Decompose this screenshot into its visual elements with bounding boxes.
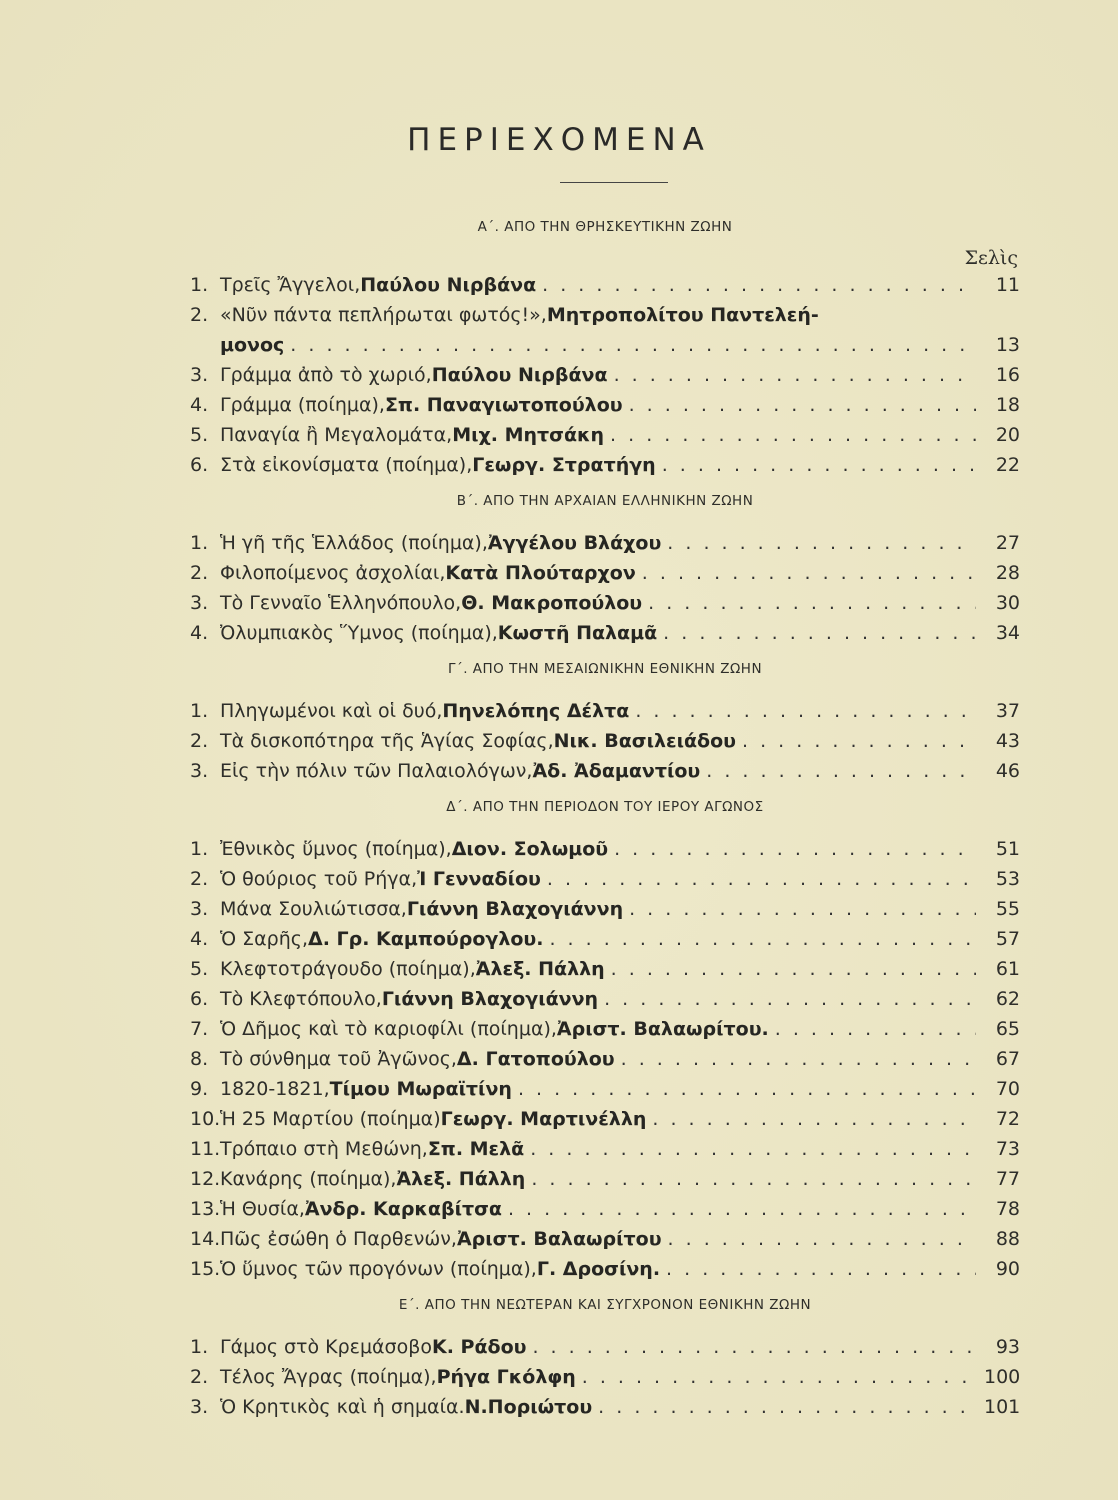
entry-page-number: 16 (995, 364, 1020, 386)
spacer (190, 1324, 1020, 1332)
entry-title: Μάνα Σουλιώτισσα, (220, 898, 407, 920)
entry-title: Ὁ Δῆμος καὶ τὸ καριοφίλι (ποίημα), (220, 1018, 557, 1040)
entry-title: Ἡ γῆ τῆς Ἑλλάδος (ποίημα), (220, 532, 488, 554)
entry-number: 2. (190, 730, 209, 752)
entry-title: Τρόπαιο στὴ Μεθώνη, (220, 1138, 428, 1160)
toc-entry (190, 924, 1020, 954)
section-heading: Α΄. ΑΠΟ ΤΗΝ ΘΡΗΣΚΕΥΤΙΚΗΝ ΖΩΗΝ (477, 219, 733, 235)
entry-title: Ἐθνικὸς ὕμνος (ποίημα), (220, 838, 452, 860)
entry-number: 3. (190, 1396, 209, 1418)
entry-page-number: 53 (995, 868, 1020, 890)
dot-leader (668, 1224, 976, 1254)
dot-leader (614, 834, 976, 864)
entry-page-number: 34 (995, 622, 1020, 644)
dot-leader (547, 864, 976, 894)
toc-entry (190, 588, 1020, 618)
entry-number: 1. (190, 532, 209, 554)
entry-author: Ἀνδρ. Καρκαβίτσα (304, 1198, 502, 1220)
toc-entry (190, 696, 1020, 726)
entry-title: Ὀλυμπιακὸς Ὕμνος (ποίημα), (220, 622, 498, 644)
dot-leader (648, 588, 976, 618)
entry-author: Πηνελόπης Δέλτα (442, 700, 630, 722)
entry-page-number: 62 (995, 988, 1020, 1010)
entry-author: Τίμου Μωραϊτίνη (329, 1078, 512, 1100)
entry-page-number: 43 (995, 730, 1020, 752)
entry-number: 8. (190, 1048, 209, 1070)
entry-number: 7. (190, 1018, 209, 1040)
entry-author: Ρήγα Γκόλφη (436, 1366, 576, 1388)
entry-author-continuation: μονος (220, 334, 285, 356)
dot-leader (531, 1164, 976, 1194)
entry-number: 12. (190, 1168, 221, 1190)
entry-author: Μιχ. Μητσάκη (452, 424, 605, 446)
dot-leader (542, 270, 976, 300)
entry-author: Μητροπολίτου Παντελεή- (546, 304, 819, 326)
entry-title: Ὁ Σαρῆς, (220, 928, 308, 950)
toc-entry (190, 726, 1020, 756)
entry-number: 9. (190, 1078, 209, 1100)
entry-number: 3. (190, 592, 209, 614)
toc-entry (190, 834, 1020, 864)
dot-leader (629, 390, 976, 420)
spacer (190, 688, 1020, 696)
dot-leader (598, 1392, 976, 1422)
toc-entry (190, 1392, 1020, 1422)
section-heading: Γ΄. ΑΠΟ ΤΗΝ ΜΕΣΑΙΩΝΙΚΗΝ ΕΘΝΙΚΗΝ ΖΩΗΝ (447, 661, 763, 677)
entry-title: Πῶς ἐσώθη ὁ Παρθενών, (220, 1228, 457, 1250)
toc-entry (190, 528, 1020, 558)
entry-number: 1. (190, 274, 209, 296)
entry-page-number: 37 (995, 700, 1020, 722)
entry-title: Παναγία ἢ Μεγαλομάτα, (220, 424, 453, 446)
dot-leader (518, 1074, 976, 1104)
entry-number: 5. (190, 424, 209, 446)
toc-entry (190, 1254, 1020, 1284)
toc-entry (190, 1134, 1020, 1164)
toc-entry (190, 1014, 1020, 1044)
dot-leader (532, 1332, 976, 1362)
dot-leader (614, 360, 976, 390)
dot-leader (662, 450, 976, 480)
entry-title: Ἡ Θυσία, (220, 1198, 305, 1220)
entry-number: 13. (190, 1198, 221, 1220)
entry-title: «Νῦν πάντα πεπλήρωται φωτός!», (220, 304, 547, 326)
dot-leader (663, 618, 976, 648)
entry-title: Ὁ ὕμνος τῶν προγόνων (ποίημα), (220, 1258, 537, 1280)
entry-author: Κωστῆ Παλαμᾶ (497, 622, 658, 644)
entry-title: Ὁ θούριος τοῦ Ρήγα, (220, 868, 418, 890)
entry-author: Σπ. Μελᾶ (427, 1138, 525, 1160)
entry-page-number: 73 (995, 1138, 1020, 1160)
entry-page-number: 13 (995, 334, 1020, 356)
title-divider (560, 182, 668, 183)
entry-page-number: 20 (995, 424, 1020, 446)
dot-leader (635, 696, 976, 726)
entry-page-number: 55 (995, 898, 1020, 920)
toc-entry (190, 984, 1020, 1014)
toc-entry (190, 864, 1020, 894)
entry-page-number: 46 (995, 760, 1020, 782)
entry-author: Γεωργ. Μαρτινέλλη (440, 1108, 647, 1130)
toc-entry (190, 756, 1020, 786)
entry-title: Στὰ εἰκονίσματα (ποίημα), (220, 454, 473, 476)
dot-leader (666, 1254, 976, 1284)
entry-number: 3. (190, 364, 209, 386)
entry-page-number: 67 (995, 1048, 1020, 1070)
entry-number: 4. (190, 928, 209, 950)
dot-leader (610, 420, 976, 450)
toc-entry-continuation (190, 330, 1020, 360)
entry-number: 14. (190, 1228, 221, 1250)
entry-author: Γιάννη Βλαχογιάννη (406, 898, 624, 920)
entry-page-number: 72 (995, 1108, 1020, 1130)
entry-page-number: 51 (995, 838, 1020, 860)
page-title: ΠΕΡΙΕΧΟΜΕΝΑ (407, 122, 711, 158)
entry-page-number: 22 (995, 454, 1020, 476)
entry-author: Κ. Ράδου (431, 1336, 527, 1358)
entry-title: Φιλοποίμενος ἀσχολίαι, (220, 562, 446, 584)
entry-page-number: 101 (984, 1396, 1021, 1418)
dot-leader (604, 984, 976, 1014)
section-heading: Β΄. ΑΠΟ ΤΗΝ ΑΡΧΑΙΑΝ ΕΛΛΗΝΙΚΗΝ ΖΩΗΝ (456, 493, 754, 509)
toc-entry (190, 1044, 1020, 1074)
dot-leader (582, 1362, 976, 1392)
entry-title: Γράμμα (ποίημα), (220, 394, 385, 416)
entry-page-number: 77 (995, 1168, 1020, 1190)
entry-author: Ἀριστ. Βαλαωρίτου. (556, 1018, 769, 1040)
entry-author: Παύλου Νιρβάνα (431, 364, 608, 386)
entry-author: Ν.Ποριώτου (464, 1396, 593, 1418)
toc-entry (190, 894, 1020, 924)
entry-number: 6. (190, 454, 209, 476)
toc-entry (190, 420, 1020, 450)
entry-page-number: 11 (995, 274, 1020, 296)
entry-title: Τὸ Κλεφτόπουλο, (220, 988, 382, 1010)
entry-page-number: 57 (995, 928, 1020, 950)
entry-author: Δ. Γρ. Καμπούρογλου. (307, 928, 544, 950)
toc-entry (190, 1104, 1020, 1134)
entry-title: Τὸ σύνθημα τοῦ Ἀγῶνος, (220, 1048, 457, 1070)
entry-number: 4. (190, 394, 209, 416)
entry-page-number: 88 (995, 1228, 1020, 1250)
entry-author: Ἀλεξ. Πάλλη (396, 1168, 526, 1190)
entry-author: Ἀριστ. Βαλαωρίτου (456, 1228, 662, 1250)
entry-number: 1. (190, 700, 209, 722)
entry-title: Ὁ Κρητικὸς καὶ ἡ σημαία. (220, 1396, 465, 1418)
entry-title: Πληγωμένοι καὶ οἱ δυό, (220, 700, 443, 722)
entry-title: Τέλος Ἄγρας (ποίημα), (220, 1366, 437, 1388)
entry-number: 10. (190, 1108, 221, 1130)
entry-author: Νικ. Βασιλειάδου (553, 730, 736, 752)
entry-page-number: 78 (995, 1198, 1020, 1220)
toc-entry (190, 270, 1020, 300)
spacer (190, 520, 1020, 528)
toc-entry (190, 558, 1020, 588)
entry-page-number: 30 (995, 592, 1020, 614)
entry-number: 2. (190, 562, 209, 584)
entry-title: Εἰς τὴν πόλιν τῶν Παλαιολόγων, (220, 760, 533, 782)
entry-page-number: 90 (995, 1258, 1020, 1280)
entry-title: Τὸ Γενναῖο Ἑλληνόπουλο, (220, 592, 462, 614)
entry-author: Θ. Μακροπούλου (461, 592, 643, 614)
page-column-label: Σελὶς (964, 247, 1018, 269)
section-heading: Ε΄. ΑΠΟ ΤΗΝ ΝΕΩΤΕΡΑΝ ΚΑΙ ΣΥΓΧΡΟΝΟΝ ΕΘΝΙΚΗΝ ΖΩΗΝ (398, 1297, 812, 1313)
entry-author: Ἀδ. Ἀδαμαντίου (532, 760, 701, 782)
toc-entry (190, 1164, 1020, 1194)
dot-leader (742, 726, 976, 756)
toc-entry (190, 1332, 1020, 1362)
entry-author: Ἰ Γενναδίου (417, 868, 541, 890)
entry-author: Σπ. Παναγιωτοπούλου (384, 394, 623, 416)
entry-number: 2. (190, 1366, 209, 1388)
toc-entry (190, 1194, 1020, 1224)
dot-leader (629, 894, 976, 924)
entry-author: Ἀλεξ. Πάλλη (475, 958, 605, 980)
entry-page-number: 27 (995, 532, 1020, 554)
entry-number: 2. (190, 868, 209, 890)
entry-title: Γάμος στὸ Κρεμάσοβο (220, 1336, 432, 1358)
spacer (190, 826, 1020, 834)
entry-author: Ἀγγέλου Βλάχου (487, 532, 662, 554)
dot-leader (549, 924, 976, 954)
entry-number: 6. (190, 988, 209, 1010)
toc-entry (190, 450, 1020, 480)
entry-author: Γεωργ. Στρατήγη (472, 454, 656, 476)
entry-author: Κατὰ Πλούταρχον (445, 562, 636, 584)
entry-number: 3. (190, 760, 209, 782)
entry-author: Γ. Δροσίνη. (536, 1258, 661, 1280)
dot-leader (775, 1014, 976, 1044)
toc-entry (190, 390, 1020, 420)
entry-author: Γιάννη Βλαχογιάννη (381, 988, 599, 1010)
entry-page-number: 70 (995, 1078, 1020, 1100)
entry-title: 1820-1821, (220, 1078, 330, 1100)
entry-page-number: 61 (995, 958, 1020, 980)
entry-page-number: 18 (995, 394, 1020, 416)
entry-number: 1. (190, 838, 209, 860)
entry-page-number: 65 (995, 1018, 1020, 1040)
entry-number: 11. (190, 1138, 221, 1160)
entry-author: Δ. Γατοπούλου (456, 1048, 615, 1070)
dot-leader (621, 1044, 976, 1074)
entry-title: Κανάρης (ποίημα), (220, 1168, 397, 1190)
entry-number: 2. (190, 304, 209, 326)
entry-number: 5. (190, 958, 209, 980)
dot-leader (530, 1134, 976, 1164)
dot-leader (508, 1194, 976, 1224)
dot-leader (611, 954, 976, 984)
entry-page-number: 93 (995, 1336, 1020, 1358)
dot-leader (290, 330, 976, 360)
entry-title: Ἡ 25 Μαρτίου (ποίημα) (220, 1108, 441, 1130)
dot-leader (667, 528, 976, 558)
dot-leader (642, 558, 976, 588)
entry-number: 15. (190, 1258, 221, 1280)
toc-entry (190, 1074, 1020, 1104)
entry-page-number: 100 (984, 1366, 1021, 1388)
entry-number: 3. (190, 898, 209, 920)
toc-entry (190, 300, 1020, 330)
section-heading: Δ΄. ΑΠΟ ΤΗΝ ΠΕΡΙΟΔΟΝ ΤΟΥ ΙΕΡΟΥ ΑΓΩΝΟΣ (446, 799, 764, 815)
toc-entry (190, 360, 1020, 390)
entry-page-number: 28 (995, 562, 1020, 584)
toc-entry (190, 1224, 1020, 1254)
dot-leader (706, 756, 976, 786)
toc-entry (190, 1362, 1020, 1392)
toc-entry (190, 954, 1020, 984)
entry-title: Τρεῖς Ἄγγελοι, (220, 274, 361, 296)
dot-leader (652, 1104, 976, 1134)
entry-author: Παύλου Νιρβάνα (360, 274, 537, 296)
table-of-contents (190, 214, 1020, 1422)
entry-title: Τὰ δισκοπότηρα τῆς Ἁγίας Σοφίας, (220, 730, 554, 752)
entry-number: 1. (190, 1336, 209, 1358)
entry-title: Κλεφτοτράγουδο (ποίημα), (220, 958, 476, 980)
entry-number: 4. (190, 622, 209, 644)
toc-entry (190, 618, 1020, 648)
entry-title: Γράμμα ἀπὸ τὸ χωριό, (220, 364, 432, 386)
entry-author: Διον. Σολωμοῦ (451, 838, 609, 860)
